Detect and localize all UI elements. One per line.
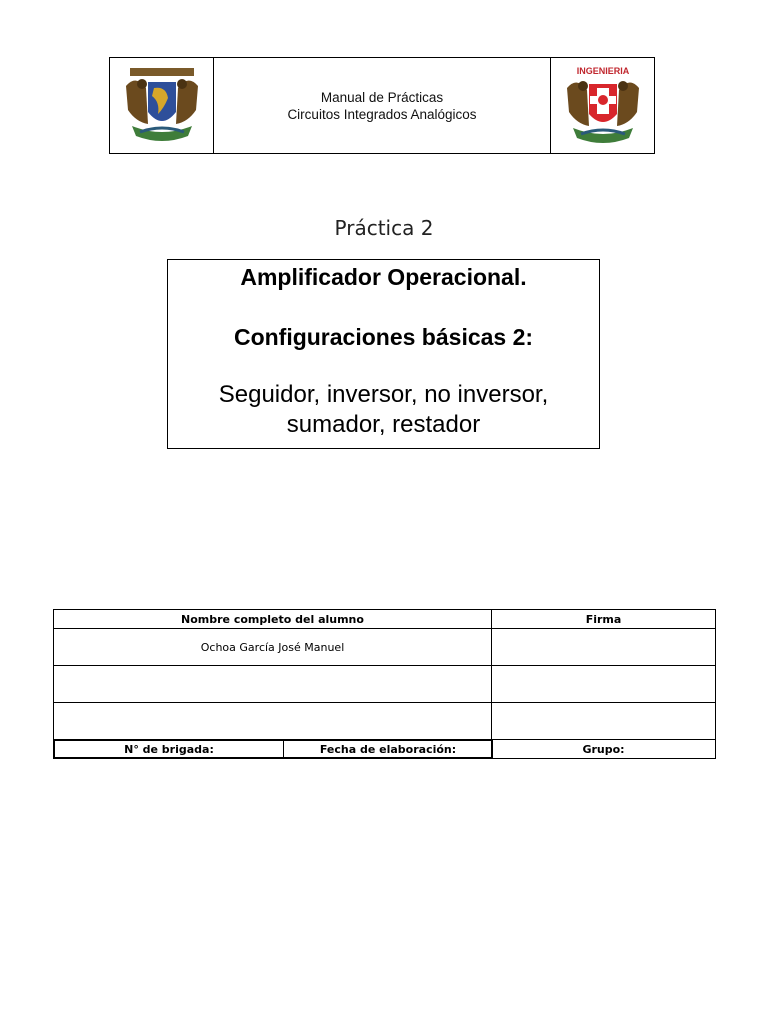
right-logo-cell xyxy=(550,58,654,153)
column-header-name: Nombre completo del alumno xyxy=(54,610,492,629)
practice-number: Práctica 2 xyxy=(334,216,434,240)
table-footer-row xyxy=(54,740,716,759)
students-table xyxy=(53,609,716,759)
unam-crest-icon xyxy=(122,64,202,148)
title-line-2: Configuraciones básicas 2: xyxy=(233,324,534,350)
student-signature-cell xyxy=(492,703,716,740)
title-line-3a: Seguidor, inversor, no inversor, xyxy=(218,381,549,408)
header-title xyxy=(214,58,550,153)
footer-split xyxy=(54,740,493,758)
column-header-signature: Firma xyxy=(492,610,716,629)
title-line-1: Amplificador Operacional. xyxy=(240,264,527,290)
title-line-3b: sumador, restador xyxy=(286,411,481,438)
student-signature-cell xyxy=(492,666,716,703)
student-name-cell: Ochoa García José Manuel xyxy=(54,629,492,666)
table-row xyxy=(54,666,716,703)
date-label: Fecha de elaboración: xyxy=(284,741,493,758)
ingenieria-logo-text: INGENIERIA xyxy=(576,65,629,76)
brigade-label: N° de brigada: xyxy=(55,741,284,758)
student-signature-cell xyxy=(492,629,716,666)
title-line-3 xyxy=(168,380,599,440)
group-label: Grupo: xyxy=(492,740,716,759)
table-row xyxy=(54,629,716,666)
left-logo-cell xyxy=(110,58,214,153)
header-line-2: Circuitos Integrados Analógicos xyxy=(287,106,477,122)
table-header-row xyxy=(54,610,716,629)
document-header xyxy=(109,57,655,154)
header-line-1: Manual de Prácticas xyxy=(320,89,444,105)
ingenieria-crest-icon xyxy=(563,64,643,148)
footer-left-cell xyxy=(54,740,492,759)
student-name-cell xyxy=(54,703,492,740)
table-row xyxy=(54,703,716,740)
practice-title-box xyxy=(167,259,600,449)
student-name-cell xyxy=(54,666,492,703)
